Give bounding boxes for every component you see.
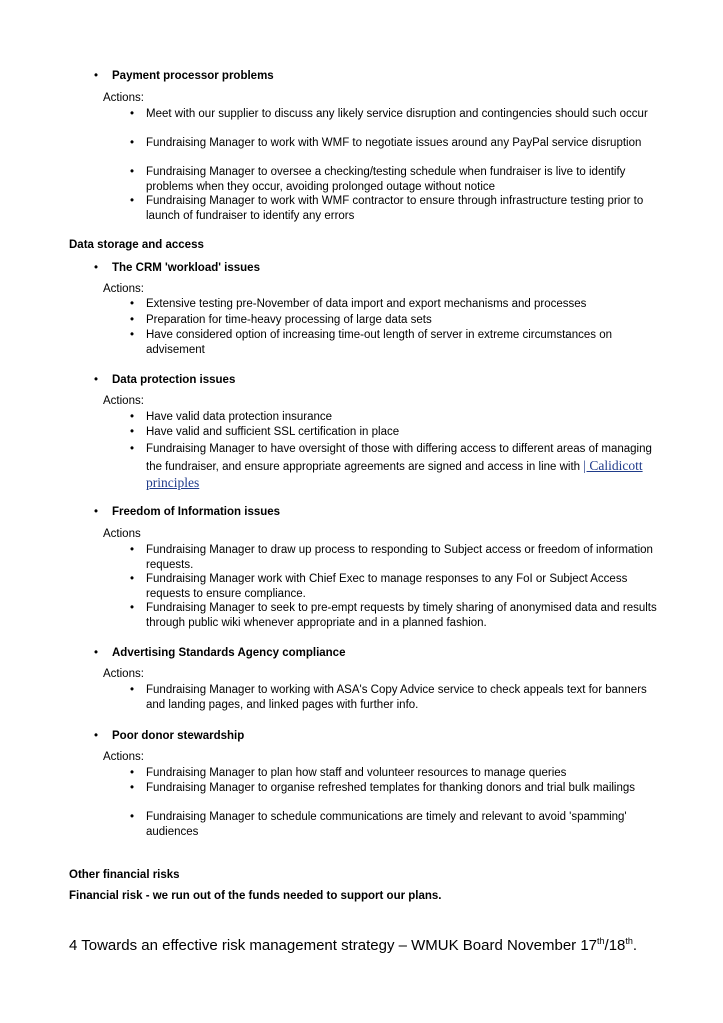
bullet-icon: • — [130, 298, 135, 310]
actions-label: Actions: — [103, 395, 144, 407]
bullet-icon: • — [130, 684, 135, 696]
footer-sup: th — [597, 936, 605, 946]
topic-title: Poor donor stewardship — [112, 730, 245, 742]
bullet-icon: • — [130, 767, 135, 779]
action-text: Fundraising Manager to oversee a checking/testing schedule when fundraiser is live to identify problems when they occur, avoiding prolonged outage without notice — [146, 166, 626, 193]
action-text: Extensive testing pre-November of data import and export mechanisms and processes — [146, 298, 587, 310]
bullet-icon: • — [130, 411, 135, 423]
actions-label: Actions: — [103, 92, 144, 104]
section-heading: Data storage and access — [69, 239, 204, 251]
topic-title: Data protection issues — [112, 374, 236, 386]
actions-label: Actions: — [103, 751, 144, 763]
bullet-icon: • — [130, 314, 135, 326]
bullet-icon: • — [94, 374, 99, 386]
footer-text: . — [632, 937, 638, 954]
bullet-icon: • — [130, 782, 135, 794]
footer-text: /18 — [604, 937, 626, 954]
action-text: Fundraising Manager work with Chief Exec to manage responses to any FoI or Subject Access requests to ensure compliance. — [146, 573, 628, 600]
bullet-icon: • — [94, 70, 99, 82]
bullet-icon: • — [130, 573, 135, 585]
action-text: Fundraising Manager to have oversight of those with differing access to different areas of managing the fundraiser, and ensure appropriate agreements are signed and access in line with — [146, 443, 652, 473]
footer-text: 4 Towards an effective risk management strategy – WMUK Board November 17 — [69, 937, 598, 954]
action-text: Fundraising Manager to schedule communications are timely and relevant to avoid 'spamming' audiences — [146, 811, 627, 838]
actions-label: Actions — [103, 528, 141, 540]
topic-title: Payment processor problems — [112, 70, 274, 82]
bullet-icon: • — [94, 506, 99, 518]
action-text: Meet with our supplier to discuss any likely service disruption and contingencies should such occur — [146, 108, 648, 120]
action-text: Fundraising Manager to organise refreshed templates for thanking donors and trial bulk mailings — [146, 782, 636, 794]
calidicott-principles-link[interactable]: | Calidicott principles — [146, 457, 643, 490]
actions-label: Actions: — [103, 668, 144, 680]
financial-risk-heading: Financial risk - we run out of the funds needed to support our plans. — [69, 890, 442, 902]
bullet-icon: • — [130, 426, 135, 438]
bullet-icon: • — [130, 329, 135, 341]
bullet-icon: • — [94, 730, 99, 742]
topic-title: The CRM 'workload' issues — [112, 262, 260, 274]
topic-title: Freedom of Information issues — [112, 506, 281, 518]
section-heading: Other financial risks — [69, 869, 180, 881]
action-text: Have valid and sufficient SSL certification in place — [146, 426, 400, 438]
action-text: Preparation for time-heavy processing of large data sets — [146, 314, 432, 326]
bullet-icon: • — [130, 811, 135, 823]
topic-title: Advertising Standards Agency compliance — [112, 647, 346, 659]
bullet-icon: • — [130, 108, 135, 120]
bullet-icon: • — [130, 137, 135, 149]
action-text: Fundraising Manager to draw up process to responding to Subject access or freedom of information requests. — [146, 544, 653, 571]
bullet-icon: • — [130, 544, 135, 556]
bullet-icon: • — [94, 647, 99, 659]
bullet-icon: • — [130, 602, 135, 614]
action-text: Fundraising Manager to work with WMF to negotiate issues around any PayPal service disruption — [146, 137, 642, 149]
action-text-with-link — [146, 442, 666, 493]
action-text: Fundraising Manager to seek to pre-empt requests by timely sharing of anonymised data and results through public wiki whenever appropriate and in a planned fashion. — [146, 602, 657, 629]
actions-label: Actions: — [103, 283, 144, 295]
bullet-icon: • — [130, 195, 135, 207]
action-text: Have valid data protection insurance — [146, 411, 333, 423]
action-text: Fundraising Manager to plan how staff and volunteer resources to manage queries — [146, 767, 567, 779]
action-text: Have considered option of increasing time-out length of server in extreme circumstances on advisement — [146, 329, 612, 356]
footer-sup: th — [625, 936, 633, 946]
bullet-icon: • — [130, 443, 135, 455]
action-text: Fundraising Manager to work with WMF contractor to ensure through infrastructure testing prior to launch of fundraiser to identify any errors — [146, 195, 644, 222]
action-text: Fundraising Manager to working with ASA's Copy Advice service to check appeals text for banners and landing pages, and linked pages with further info. — [146, 684, 647, 711]
bullet-icon: • — [94, 262, 99, 274]
page-footer — [69, 936, 637, 954]
bullet-icon: • — [130, 166, 135, 178]
